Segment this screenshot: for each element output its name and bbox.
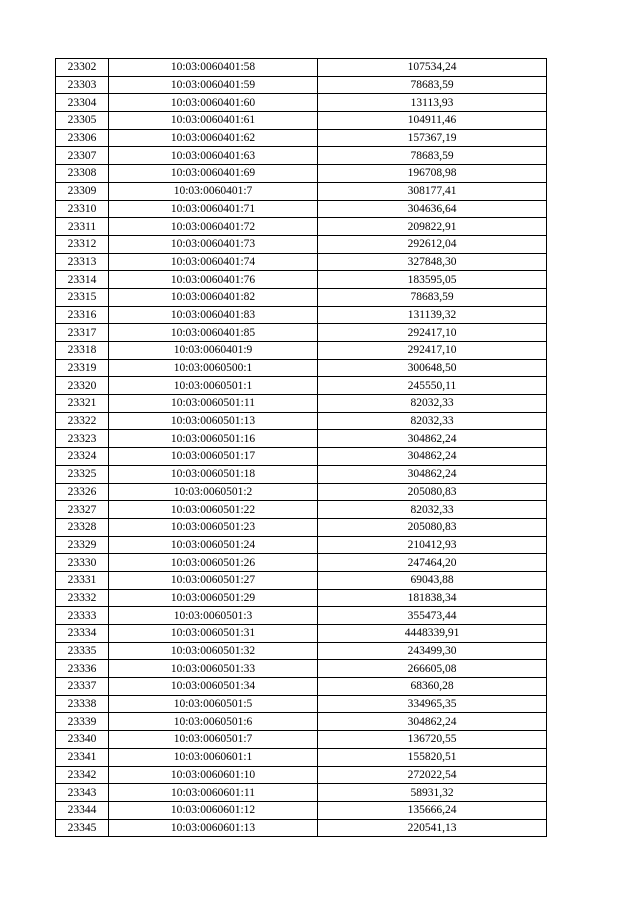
row-number-cell: 23337: [56, 678, 109, 696]
cadastral-number-cell: 10:03:0060401:60: [109, 94, 318, 112]
cadastral-number-cell: 10:03:0060501:17: [109, 448, 318, 466]
table-row: [56, 731, 547, 749]
table-row: [56, 713, 547, 731]
row-number-cell: 23314: [56, 271, 109, 289]
row-number-cell: 23318: [56, 342, 109, 360]
value-cell: 209822,91: [318, 218, 547, 236]
row-number-cell: 23305: [56, 112, 109, 130]
table-row: [56, 200, 547, 218]
row-number-cell: 23324: [56, 448, 109, 466]
cadastral-number-cell: 10:03:0060501:6: [109, 713, 318, 731]
value-cell: 292612,04: [318, 235, 547, 253]
row-number-cell: 23319: [56, 359, 109, 377]
row-number-cell: 23322: [56, 412, 109, 430]
cadastral-number-cell: 10:03:0060401:85: [109, 324, 318, 342]
row-number-cell: 23328: [56, 518, 109, 536]
value-cell: 304862,24: [318, 448, 547, 466]
table-row: [56, 819, 547, 837]
cadastral-number-cell: 10:03:0060501:31: [109, 625, 318, 643]
table-row: [56, 501, 547, 519]
table-row: [56, 147, 547, 165]
value-cell: 205080,83: [318, 518, 547, 536]
row-number-cell: 23310: [56, 200, 109, 218]
row-number-cell: 23304: [56, 94, 109, 112]
table-row: [56, 448, 547, 466]
cadastral-number-cell: 10:03:0060501:11: [109, 395, 318, 413]
value-cell: 355473,44: [318, 607, 547, 625]
table-row: [56, 377, 547, 395]
value-cell: 304862,24: [318, 430, 547, 448]
table-row: [56, 695, 547, 713]
value-cell: 135666,24: [318, 801, 547, 819]
value-cell: 68360,28: [318, 678, 547, 696]
table-row: [56, 430, 547, 448]
cadastral-number-cell: 10:03:0060401:9: [109, 342, 318, 360]
table-row: [56, 129, 547, 147]
cadastral-number-cell: 10:03:0060501:32: [109, 642, 318, 660]
table-body: [56, 59, 547, 837]
cadastral-number-cell: 10:03:0060501:2: [109, 483, 318, 501]
value-cell: 155820,51: [318, 748, 547, 766]
row-number-cell: 23336: [56, 660, 109, 678]
value-cell: 69043,88: [318, 571, 547, 589]
value-cell: 205080,83: [318, 483, 547, 501]
cadastral-number-cell: 10:03:0060501:23: [109, 518, 318, 536]
table-row: [56, 94, 547, 112]
value-cell: 13113,93: [318, 94, 547, 112]
cadastral-number-cell: 10:03:0060401:74: [109, 253, 318, 271]
table-row: [56, 518, 547, 536]
table-row: [56, 359, 547, 377]
value-cell: 82032,33: [318, 412, 547, 430]
table-row: [56, 766, 547, 784]
cadastral-number-cell: 10:03:0060401:7: [109, 182, 318, 200]
value-cell: 220541,13: [318, 819, 547, 837]
value-cell: 300648,50: [318, 359, 547, 377]
value-cell: 266605,08: [318, 660, 547, 678]
table-row: [56, 59, 547, 77]
cadastral-number-cell: 10:03:0060501:33: [109, 660, 318, 678]
value-cell: 136720,55: [318, 731, 547, 749]
value-cell: 292417,10: [318, 324, 547, 342]
table-row: [56, 483, 547, 501]
table-row: [56, 324, 547, 342]
row-number-cell: 23316: [56, 306, 109, 324]
cadastral-number-cell: 10:03:0060501:16: [109, 430, 318, 448]
row-number-cell: 23306: [56, 129, 109, 147]
value-cell: 304862,24: [318, 713, 547, 731]
table-row: [56, 465, 547, 483]
value-cell: 292417,10: [318, 342, 547, 360]
row-number-cell: 23320: [56, 377, 109, 395]
value-cell: 308177,41: [318, 182, 547, 200]
table-row: [56, 165, 547, 183]
row-number-cell: 23327: [56, 501, 109, 519]
table-row: [56, 571, 547, 589]
table-row: [56, 253, 547, 271]
value-cell: 82032,33: [318, 395, 547, 413]
value-cell: 245550,11: [318, 377, 547, 395]
value-cell: 82032,33: [318, 501, 547, 519]
row-number-cell: 23332: [56, 589, 109, 607]
table-row: [56, 395, 547, 413]
value-cell: 210412,93: [318, 536, 547, 554]
value-cell: 304636,64: [318, 200, 547, 218]
cadastral-number-cell: 10:03:0060401:59: [109, 76, 318, 94]
table-row: [56, 182, 547, 200]
row-number-cell: 23339: [56, 713, 109, 731]
cadastral-number-cell: 10:03:0060401:72: [109, 218, 318, 236]
row-number-cell: 23329: [56, 536, 109, 554]
value-cell: 104911,46: [318, 112, 547, 130]
cadastral-number-cell: 10:03:0060401:82: [109, 288, 318, 306]
row-number-cell: 23308: [56, 165, 109, 183]
cadastral-number-cell: 10:03:0060401:71: [109, 200, 318, 218]
table-row: [56, 678, 547, 696]
table-row: [56, 589, 547, 607]
table-row: [56, 288, 547, 306]
value-cell: 58931,32: [318, 784, 547, 802]
row-number-cell: 23333: [56, 607, 109, 625]
value-cell: 78683,59: [318, 147, 547, 165]
value-cell: 247464,20: [318, 554, 547, 572]
cadastral-number-cell: 10:03:0060401:61: [109, 112, 318, 130]
cadastral-number-cell: 10:03:0060500:1: [109, 359, 318, 377]
cadastral-number-cell: 10:03:0060501:3: [109, 607, 318, 625]
row-number-cell: 23335: [56, 642, 109, 660]
value-cell: 196708,98: [318, 165, 547, 183]
table-row: [56, 218, 547, 236]
table-row: [56, 235, 547, 253]
cadastral-number-cell: 10:03:0060401:58: [109, 59, 318, 77]
value-cell: 131139,32: [318, 306, 547, 324]
row-number-cell: 23341: [56, 748, 109, 766]
cadastral-number-cell: 10:03:0060401:83: [109, 306, 318, 324]
row-number-cell: 23303: [56, 76, 109, 94]
value-cell: 183595,05: [318, 271, 547, 289]
value-cell: 327848,30: [318, 253, 547, 271]
row-number-cell: 23302: [56, 59, 109, 77]
table-row: [56, 607, 547, 625]
row-number-cell: 23307: [56, 147, 109, 165]
row-number-cell: 23315: [56, 288, 109, 306]
table-row: [56, 625, 547, 643]
cadastral-number-cell: 10:03:0060401:62: [109, 129, 318, 147]
row-number-cell: 23338: [56, 695, 109, 713]
value-cell: 304862,24: [318, 465, 547, 483]
cadastral-number-cell: 10:03:0060601:13: [109, 819, 318, 837]
row-number-cell: 23331: [56, 571, 109, 589]
value-cell: 78683,59: [318, 76, 547, 94]
cadastral-number-cell: 10:03:0060501:26: [109, 554, 318, 572]
table-row: [56, 748, 547, 766]
table-row: [56, 412, 547, 430]
cadastral-number-cell: 10:03:0060501:5: [109, 695, 318, 713]
cadastral-number-cell: 10:03:0060501:29: [109, 589, 318, 607]
row-number-cell: 23313: [56, 253, 109, 271]
row-number-cell: 23317: [56, 324, 109, 342]
row-number-cell: 23345: [56, 819, 109, 837]
value-cell: 181838,34: [318, 589, 547, 607]
row-number-cell: 23326: [56, 483, 109, 501]
value-cell: 78683,59: [318, 288, 547, 306]
row-number-cell: 23342: [56, 766, 109, 784]
table-row: [56, 271, 547, 289]
row-number-cell: 23325: [56, 465, 109, 483]
table-row: [56, 306, 547, 324]
cadastral-number-cell: 10:03:0060601:10: [109, 766, 318, 784]
value-cell: 157367,19: [318, 129, 547, 147]
value-cell: 4448339,91: [318, 625, 547, 643]
cadastral-number-cell: 10:03:0060501:1: [109, 377, 318, 395]
row-number-cell: 23312: [56, 235, 109, 253]
cadastral-number-cell: 10:03:0060501:34: [109, 678, 318, 696]
table-row: [56, 536, 547, 554]
value-cell: 272022,54: [318, 766, 547, 784]
cadastral-number-cell: 10:03:0060601:12: [109, 801, 318, 819]
row-number-cell: 23323: [56, 430, 109, 448]
row-number-cell: 23311: [56, 218, 109, 236]
table-row: [56, 554, 547, 572]
row-number-cell: 23344: [56, 801, 109, 819]
table-row: [56, 660, 547, 678]
cadastral-number-cell: 10:03:0060501:22: [109, 501, 318, 519]
cadastral-number-cell: 10:03:0060501:24: [109, 536, 318, 554]
table-row: [56, 784, 547, 802]
table-row: [56, 112, 547, 130]
value-cell: 334965,35: [318, 695, 547, 713]
value-cell: 243499,30: [318, 642, 547, 660]
table-row: [56, 642, 547, 660]
row-number-cell: 23343: [56, 784, 109, 802]
table-row: [56, 801, 547, 819]
row-number-cell: 23340: [56, 731, 109, 749]
row-number-cell: 23309: [56, 182, 109, 200]
cadastral-number-cell: 10:03:0060501:18: [109, 465, 318, 483]
row-number-cell: 23334: [56, 625, 109, 643]
cadastral-number-cell: 10:03:0060401:63: [109, 147, 318, 165]
table-row: [56, 342, 547, 360]
cadastral-number-cell: 10:03:0060501:7: [109, 731, 318, 749]
cadastral-number-cell: 10:03:0060401:76: [109, 271, 318, 289]
table-row: [56, 76, 547, 94]
cadastral-number-cell: 10:03:0060501:13: [109, 412, 318, 430]
cadastral-number-cell: 10:03:0060601:11: [109, 784, 318, 802]
row-number-cell: 23321: [56, 395, 109, 413]
cadastral-number-cell: 10:03:0060501:27: [109, 571, 318, 589]
cadastral-number-cell: 10:03:0060401:69: [109, 165, 318, 183]
cadastral-number-cell: 10:03:0060401:73: [109, 235, 318, 253]
row-number-cell: 23330: [56, 554, 109, 572]
cadastral-value-table: [55, 58, 547, 837]
value-cell: 107534,24: [318, 59, 547, 77]
cadastral-number-cell: 10:03:0060601:1: [109, 748, 318, 766]
